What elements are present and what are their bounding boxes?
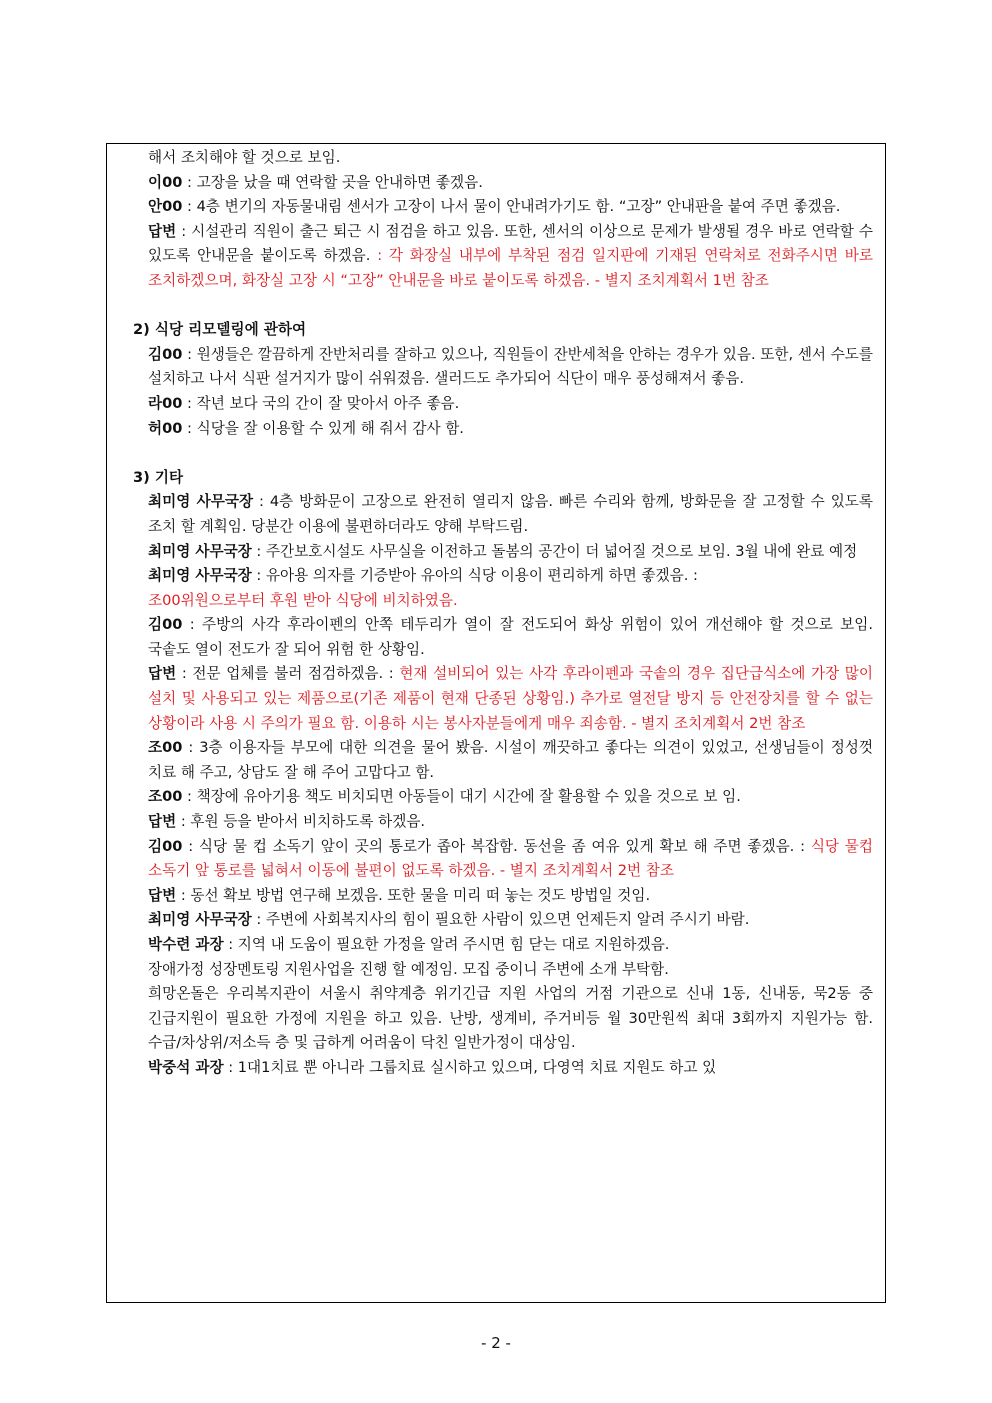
- minutes-body: [107, 146, 885, 1081]
- minutes-paragraph: [107, 835, 885, 884]
- speaker-name: 답변: [148, 886, 177, 904]
- action-response-text: 조00위원으로부터 후원 받아 식당에 비치하였음.: [148, 591, 458, 609]
- paragraph-text: : 시설관리 직원이 출근 퇴근 시 점검을 하고 있음. 또한, 센서의 이상으로 문제가 발생될 경우 바로 연락할 수 있도록 안내문을 붙이도록 하겠음.: [148, 222, 873, 265]
- action-response-text: 식당 물컵 소독기 앞 통로를 넓혀서 이동에 불편이 없도록 하겠음. - 별지 조치계획서 2번 참조: [148, 837, 873, 880]
- speaker-name: 이00: [148, 173, 183, 191]
- minutes-paragraph: [107, 171, 885, 196]
- paragraph-text: : 작년 보다 국의 간이 잘 맞아서 아주 좋음.: [182, 394, 460, 412]
- minutes-paragraph: [107, 195, 885, 220]
- speaker-name: 김00: [148, 616, 183, 634]
- minutes-paragraph: [107, 810, 885, 835]
- paragraph-text: : 유아용 의자를 기증받아 유아의 식당 이용이 편리하게 하면 좋겠음. :: [251, 567, 698, 585]
- speaker-name: 허00: [148, 419, 183, 437]
- paragraph-text: : 식당을 잘 이용할 수 있게 해 줘서 감사 함.: [182, 419, 464, 437]
- speaker-name: 안00: [148, 198, 183, 216]
- paragraph-text: : 식당 물 컵 소독기 앞이 곳의 통로가 좁아 복잡함. 동선을 좀 여유 있게 확보 해 주면 좋겠음. :: [182, 837, 811, 855]
- minutes-paragraph: [107, 146, 885, 171]
- minutes-paragraph: [107, 540, 885, 565]
- minutes-paragraph: [107, 343, 885, 392]
- minutes-paragraph: [107, 958, 885, 983]
- minutes-paragraph: [107, 220, 885, 294]
- speaker-name: 라00: [148, 394, 183, 412]
- paragraph-text: : 주방의 사각 후라이펜의 안쪽 테두리가 열이 잘 전도되어 화상 위험이 있어 개선해야 할 것으로 보임. 국솥도 열이 전도가 잘 되어 위험 한 상황임.: [148, 616, 873, 658]
- minutes-paragraph: [107, 785, 885, 810]
- section-heading: 3) 기타: [133, 468, 184, 486]
- paragraph-text: : 고장을 났을 때 연락할 곳을 안내하면 좋겠음.: [182, 173, 483, 191]
- speaker-name: 김00: [148, 837, 183, 855]
- speaker-name: 최미영 사무국장: [148, 493, 254, 511]
- paragraph-text: : 전문 업체를 불러 점검하겠음. :: [176, 665, 400, 683]
- paragraph-text: : 1대1치료 뿐 아니라 그룹치료 실시하고 있으며, 다영역 치료 지원도 하고 있: [223, 1058, 717, 1076]
- speaker-name: 답변: [148, 813, 177, 831]
- paragraph-text: : 후원 등을 받아서 비치하도록 하겠음.: [176, 813, 426, 831]
- speaker-name: 조00: [148, 739, 183, 757]
- paragraph-text: : 책장에 유아기용 책도 비치되면 아동들이 대기 시간에 잘 활용할 수 있을 것으로 보 임.: [182, 788, 741, 806]
- minutes-paragraph: [107, 564, 885, 613]
- minutes-paragraph: [107, 1056, 885, 1081]
- paragraph-text: : 원생들은 깔끔하게 잔반처리를 잘하고 있으나, 직원들이 잔반세척을 안하는 경우가 있음. 또한, 센서 수도를 설치하고 나서 식판 설거지가 많이 쉬워졌음. 샐러드도 추가되어 식단이 매우 풍성해져서 좋음.: [148, 345, 873, 388]
- paragraph-text: 해서 조치해야 할 것으로 보임.: [148, 149, 341, 166]
- paragraph-text: : 주간보호시설도 사무실을 이전하고 돌봄의 공간이 더 넓어질 것으로 보임. 3월 내에 완료 예정: [251, 542, 858, 560]
- paragraph-text: 희망온돌은 우리복지관이 서울시 취약계층 위기긴급 지원 사업의 거점 기관으로 신내 1동, 신내동, 묵2동 중 긴급지원이 필요한 가정에 지원을 하고 있음. 난방, 생계비, 주거비등 월 30만원씩 최대 3회까지 지원가능 함. 수급/차상위/저소득 층 및 급하게 어려움이 닥친 일반가정이 대상임.: [148, 985, 873, 1052]
- paragraph-text: : 동선 확보 방법 연구해 보겠음. 또한 물을 미리 떠 놓는 것도 방법일 것임.: [176, 886, 651, 904]
- minutes-paragraph: [107, 417, 885, 442]
- paragraph-text: : 주변에 사회복지사의 힘이 필요한 사람이 있으면 언제든지 알려 주시기 바람.: [251, 911, 750, 929]
- minutes-paragraph: [107, 736, 885, 785]
- paragraph-text: 장애가정 성장멘토링 지원사업을 진행 할 예정임. 모집 중이니 주변에 소개 부탁함.: [148, 960, 669, 978]
- minutes-paragraph: [107, 908, 885, 933]
- speaker-name: 답변: [148, 665, 177, 683]
- section-gap: [107, 441, 885, 466]
- page-number: - 2 -: [481, 1334, 511, 1352]
- minutes-paragraph: [107, 392, 885, 417]
- minutes-paragraph: [107, 613, 885, 662]
- speaker-name: 김00: [148, 345, 183, 363]
- paragraph-text: : 4층 방화문이 고장으로 완전히 열리지 않음. 빠른 수리와 함께, 방화문을 잘 고정할 수 있도록 조치 할 계획임. 당분간 이용에 불편하더라도 양해 부탁드림.: [148, 493, 873, 535]
- speaker-name: 답변: [148, 222, 177, 240]
- section-heading: 2) 식당 리모델링에 관하여: [133, 321, 307, 339]
- minutes-frame: [106, 143, 886, 1303]
- action-response-text: : 각 화장실 내부에 부착된 점검 일지판에 기재된 연락처로 전화주시면 바로 조치하겠으며, 화장실 고장 시 “고장” 안내문을 바로 붙이도록 하겠음. - 별지 조치계획서 1번 참조: [148, 247, 873, 289]
- paragraph-text: : 지역 내 도움이 필요한 가정을 알려 주시면 힘 닫는 대로 지원하겠음.: [223, 936, 670, 953]
- speaker-name: 최미영 사무국장: [148, 567, 252, 585]
- minutes-paragraph: [107, 884, 885, 909]
- paragraph-text: : 4층 변기의 자동물내림 센서가 고장이 나서 물이 안내려가기도 함. “고장” 안내판을 붙여 주면 좋겠음.: [182, 198, 841, 216]
- paragraph-text: : 3층 이용자들 부모에 대한 의견을 물어 봤음. 시설이 깨끗하고 좋다는 의견이 있었고, 선생님들이 정성껏 치료 해 주고, 상담도 잘 해 주어 고맙다고 함.: [148, 739, 873, 781]
- speaker-name: 최미영 사무국장: [148, 911, 252, 929]
- action-response-text: 현재 설비되어 있는 사각 후라이펜과 국솥의 경우 집단급식소에 가장 많이 설치 및 사용되고 있는 제품으로(기존 제품이 현재 단종된 상황임.) 추가로 열전달 방지 등 안전장치를 할 수 없는 상황이라 사용 시 주의가 필요 함. 이용하 시는 봉사자분들에게 매우 죄송함. - 별지 조치계획서 2번 참조: [148, 665, 873, 732]
- speaker-name: 최미영 사무국장: [148, 542, 252, 560]
- speaker-name: 조00: [148, 788, 183, 806]
- minutes-paragraph: [107, 933, 885, 958]
- section-gap: [107, 294, 885, 319]
- speaker-name: 박수련 과장: [148, 936, 224, 953]
- minutes-paragraph: [107, 490, 885, 539]
- minutes-paragraph: [107, 662, 885, 736]
- speaker-name: 박중석 과장: [148, 1058, 224, 1076]
- minutes-paragraph: [107, 982, 885, 1056]
